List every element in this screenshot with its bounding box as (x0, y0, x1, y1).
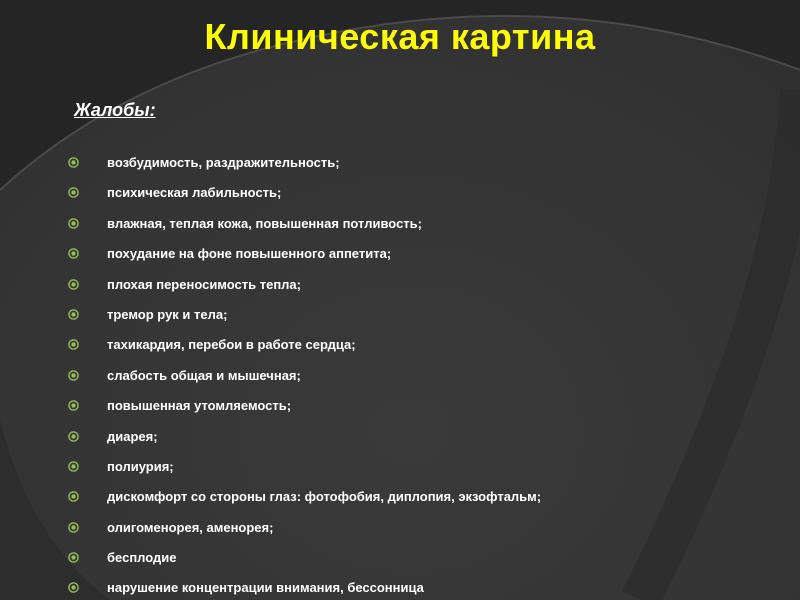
list-item-text: диарея; (107, 428, 158, 444)
circle-bullet-icon (68, 248, 79, 259)
list-item-text: повышенная утомляемость; (107, 398, 292, 414)
list-item-text: слабость общая и мышечная; (107, 367, 301, 383)
list-item-text: возбудимость, раздражительность; (107, 155, 340, 170)
circle-bullet-icon (68, 279, 79, 290)
list-item-text: олигоменорея, аменорея; (107, 519, 274, 535)
circle-bullet-icon (68, 461, 79, 472)
circle-bullet-icon (68, 431, 79, 442)
slide-title: Клиническая картина (204, 16, 596, 57)
list-item-text: бесплодие (107, 550, 177, 566)
list-item-text: нарушение концентрации внимания, бессонница (107, 580, 424, 596)
circle-bullet-icon (68, 582, 79, 593)
list-item-text: тахикардия, перебои в работе сердца; (107, 337, 356, 353)
circle-bullet-icon (68, 187, 79, 198)
list-item-text: тремор рук и тела; (107, 306, 228, 322)
circle-bullet-icon (68, 400, 79, 411)
list-item-text: психическая лабильность; (107, 185, 282, 201)
list-item-text: влажная, теплая кожа, повышенная потливость; (107, 215, 422, 231)
circle-bullet-icon (68, 218, 79, 229)
circle-bullet-icon (68, 522, 79, 533)
circle-bullet-icon (68, 157, 79, 168)
list-item-text: плохая переносимость тепла; (107, 276, 301, 292)
list-item-text: похудание на фоне повышенного аппетита; (107, 246, 392, 262)
circle-bullet-icon (68, 491, 79, 502)
list-item-text: дискомфорт со стороны глаз: фотофобия, диплопия, экзофтальм; (107, 489, 542, 505)
circle-bullet-icon (68, 339, 79, 350)
circle-bullet-icon (68, 309, 79, 320)
circle-bullet-icon (68, 552, 79, 563)
complaints-heading: Жалобы: (74, 100, 156, 120)
list-item-text: полиурия; (107, 458, 174, 474)
circle-bullet-icon (68, 370, 79, 381)
